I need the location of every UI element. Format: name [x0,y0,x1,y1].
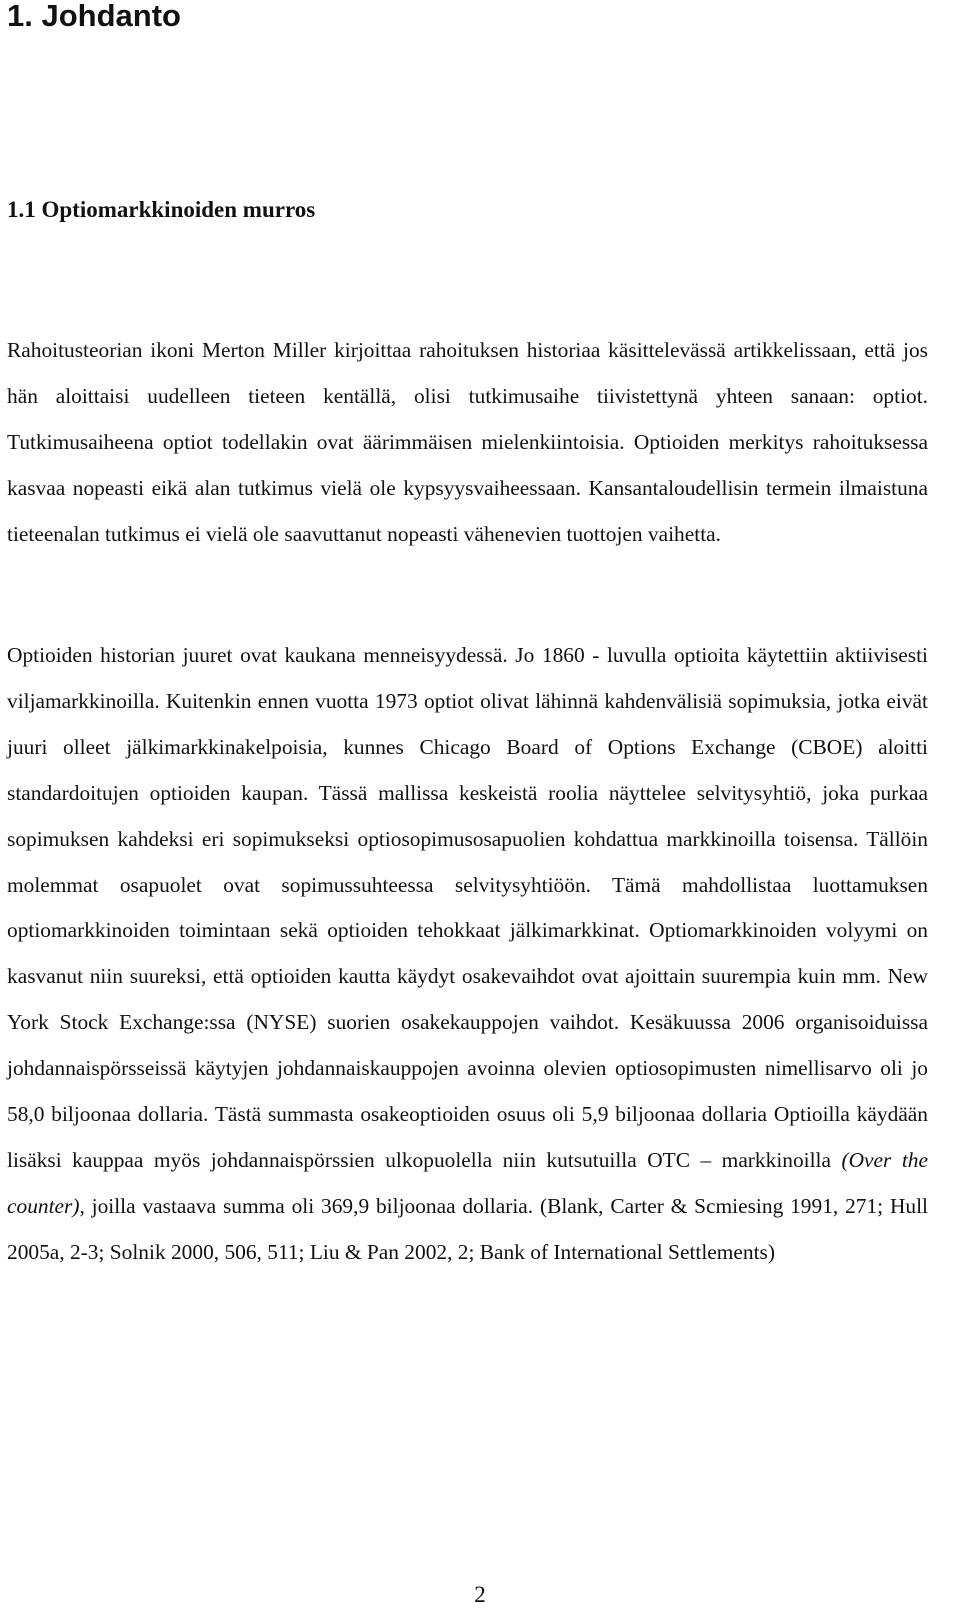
page-number: 2 [474,1582,486,1607]
paragraph-2-text: Optioiden historian juuret ovat kaukana menneisyydessä. Jo 1860 - luvulla optioita käytettiin aktiivisesti viljamarkkinoilla. Kuitenkin ennen vuotta 1973 optiot olivat lähinnä kahdenvälisiä sopimuksia, jotka eivät juuri olleet jälkimarkkinakelpoisia, kunnes Chicago Board of Options Exchange (CBOE) aloitti standardoitujen optioiden kaupan. Tässä mallissa keskeistä roolia näyttelee selvitysyhtiö, joka purkaa sopimuksen kahdeksi eri sopimukseksi optiosopimusosapuolien kohdattua markkinoilla toisensa. Tällöin molemmat osapuolet ovat sopimussuhteessa selvitysyhtiöön. Tämä mahdollistaa luottamuksen optiomarkkinoiden toimintaan sekä optioiden tehokkaat jälkimarkkinat. Optiomarkkinoiden volyymi on kasvanut niin suureksi, että optioiden kautta käydyt osakevaihdot ovat ajoittain suurempia kuin mm. New York Stock Exchange:ssa (NYSE) suorien osakekauppojen vaihdot. Kesäkuussa 2006 organisoiduissa johdannaispörsseissä käytyjen johdannaiskauppojen avoinna olevien optiosopimusten nimellisarvo oli jo 58,0 biljoonaa dollaria. Tästä summasta osakeoptioiden osuus oli 5,9 biljoonaa dollaria Optioilla käydään lisäksi kauppaa myös johdannaispörssien ulkopuolella niin kutsutuilla OTC – markkinoilla [7,643,928,1172]
chapter-title: 1. Johdanto [7,0,181,33]
section-title: 1.1 Optiomarkkinoiden murros [7,197,316,222]
paragraph-2-italic-term: (Over the counter) [7,1147,928,1218]
paragraph-1: Rahoitusteorian ikoni Merton Miller kirjoittaa rahoituksen historiaa käsittelevässä artikkelissaan, että jos hän aloittaisi uudelleen tieteen kentällä, olisi tutkimusaihe tiivistettynä yhteen sanaan: optiot. Tutkimusaiheena optiot todellakin ovat äärimmäisen mielenkiintoisia. Optioiden merkitys rahoituksessa kasvaa nopeasti eikä alan tutkimus vielä ole kypsyysvaiheessaan. Kansantaloudellisin termein ilmaistuna tieteenalan tutkimus ei vielä ole saavuttanut nopeasti vähenevien tuottojen vaihetta. [7,338,928,546]
paragraph-2 [7,633,928,1276]
paragraph-2-text-end: , joilla vastaava summa oli 369,9 biljoonaa dollaria. (Blank, Carter & Scmiesing 1991, 271; Hull 2005a, 2-3; Solnik 2000, 506, 511; Liu & Pan 2002, 2; Bank of International Settlements) [7,1193,928,1264]
